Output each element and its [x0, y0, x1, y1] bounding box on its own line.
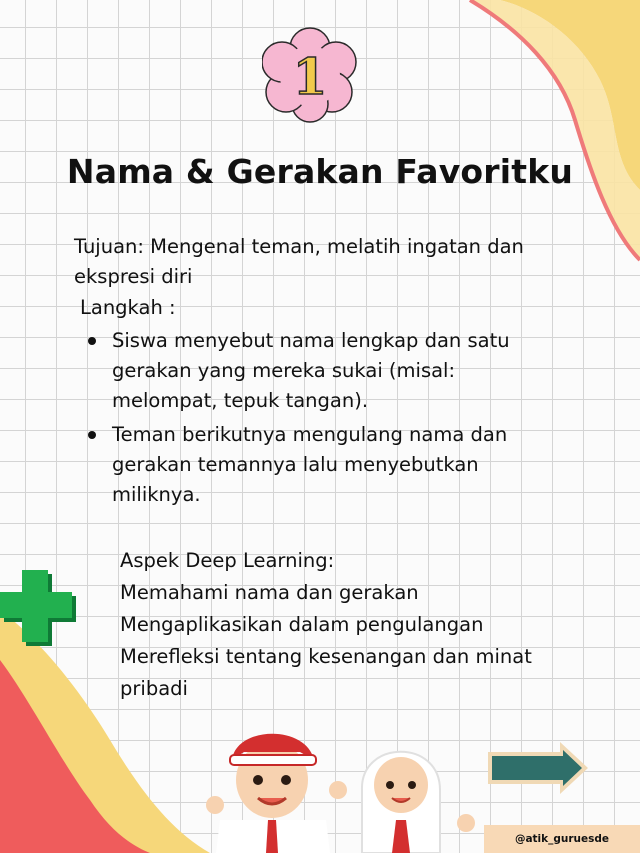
deep-learning-section: [120, 545, 580, 705]
arrow-right-icon: [488, 742, 588, 794]
bullet-icon: [88, 431, 96, 439]
bullet-icon: [88, 337, 96, 345]
list-item: [88, 420, 548, 510]
author-credit: @atik_guruesde: [484, 825, 640, 853]
step-text: Siswa menyebut nama lengkap dan satu gerakan yang mereka sukai (misal: melompat, tepuk tangan).: [112, 329, 510, 412]
deep-learning-line: Memahami nama dan gerakan: [120, 581, 419, 604]
number-badge: [262, 24, 358, 124]
deep-learning-heading: Aspek Deep Learning:: [120, 549, 335, 572]
list-item: [88, 326, 548, 416]
badge-number: 1: [292, 47, 328, 106]
deep-learning-line: Mengaplikasikan dalam pengulangan: [120, 613, 484, 636]
objective-text: Tujuan: Mengenal teman, melatih ingatan dan ekspresi diri: [74, 235, 524, 288]
deep-learning-line: Merefleksi tentang kesenangan dan minat pribadi: [120, 645, 532, 700]
girl-illustration: [329, 752, 475, 853]
boy-illustration: [206, 734, 330, 853]
page-title: Nama & Gerakan Favoritku: [66, 152, 574, 191]
steps-list: [88, 326, 548, 514]
steps-label: Langkah :: [80, 296, 176, 319]
step-text: Teman berikutnya mengulang nama dan gerakan temannya lalu menyebutkan miliknya.: [112, 423, 508, 506]
